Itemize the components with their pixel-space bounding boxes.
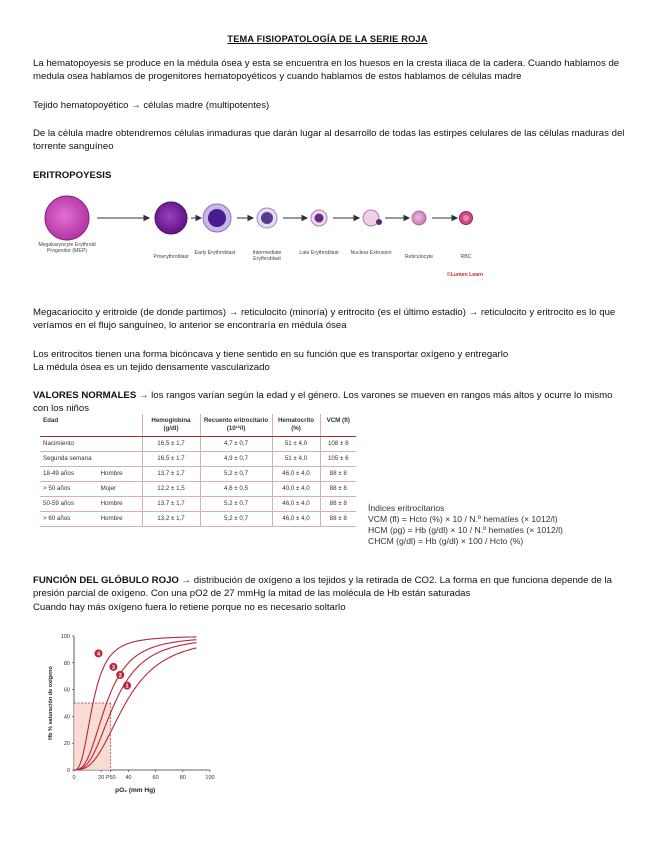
valores-table xyxy=(40,414,356,527)
cell-reticulocyte xyxy=(412,211,426,225)
cell-vcm: 105 ± 6 xyxy=(320,452,356,467)
cell-re: 5,2 ± 0,7 xyxy=(200,497,272,512)
series-label-4: 4 xyxy=(96,651,101,658)
col-header-hematocrito: Hematocrito (%) xyxy=(272,414,320,437)
x-tick-label: 0 xyxy=(72,775,76,781)
x-axis-label: pO₂ (mm Hg) xyxy=(115,787,156,794)
intro-paragraph-1: La hematopoyesis se produce en la médula ósea y esta se encuentra en los huesos en la cresta iliaca de la cadera. Cuando hablamos de medula osea hablamos de progenitores hematopoyéticos y cuando hablamos de estos hablamos de células madre xyxy=(33,58,620,82)
cell-re: 4,6 ± 0,5 xyxy=(200,482,272,497)
cell-sex: Hombre xyxy=(98,512,142,527)
cell-hb: 13,7 ± 1,7 xyxy=(142,497,200,512)
funcion-paragraph xyxy=(33,574,628,600)
table-row xyxy=(40,497,356,512)
cell-label-reticulocyte: Reticulocyte xyxy=(404,254,434,260)
x-tick-label: P50 xyxy=(105,775,116,781)
cell-hb: 13,7 ± 1,7 xyxy=(142,467,200,482)
col-header-recuento: Recuento eritrocitario (10¹²/l) xyxy=(200,414,272,437)
cell-proerythroblast xyxy=(155,202,187,234)
cell-hb: 16,5 ± 1,7 xyxy=(142,437,200,452)
y-tick-label: 60 xyxy=(63,687,70,694)
page-title: TEMA FISIOPATOLOGÍA DE LA SERIE ROJA xyxy=(227,34,428,44)
table-row xyxy=(40,467,356,482)
cell-age: Segunda semana xyxy=(40,452,142,467)
y-tick-label: 100 xyxy=(60,634,70,640)
cell-sex: Hombre xyxy=(98,467,142,482)
y-tick-label: 20 xyxy=(63,741,70,748)
cell-age: > 50 años xyxy=(40,482,98,497)
cell-re: 4,7 ± 0,7 xyxy=(200,437,272,452)
valores-text: → los rangos varían según la edad y el género. Los varones se mueven en rangos más altos y ocurre lo mismo con los niños xyxy=(33,390,613,414)
y-tick-label: 40 xyxy=(63,714,70,721)
cell-hto: 40,0 ± 4,0 xyxy=(272,482,320,497)
funcion-paragraph-2: Cuando hay más oxígeno fuera lo retiene porque no es necesario soltarlo xyxy=(33,602,346,613)
x-tick-label: 60 xyxy=(152,775,159,781)
chart-svg xyxy=(40,628,230,798)
intro-paragraph-2: Tejido hematopoyético → células madre (multipotentes) xyxy=(33,100,270,111)
table-row xyxy=(40,437,356,452)
cell-vcm: 88 ± 8 xyxy=(320,467,356,482)
cell-label-rbc: RBC xyxy=(460,254,472,260)
col-header-edad: Edad xyxy=(40,414,142,437)
cell-re: 4,9 ± 0,7 xyxy=(200,452,272,467)
indices-chcm: CHCM (g/dl) = Hb (g/dl) × 100 / Hcto (%) xyxy=(368,536,524,546)
cell-hto: 46,0 ± 4,0 xyxy=(272,497,320,512)
funcion-heading: FUNCIÓN DEL GLÓBULO ROJO xyxy=(33,575,179,586)
table-row xyxy=(40,512,356,527)
x-tick-label: 40 xyxy=(125,775,132,781)
cell-hto: 46,0 ± 4,0 xyxy=(272,467,320,482)
cell-vcm: 88 ± 8 xyxy=(320,497,356,512)
cell-age: Nacimiento xyxy=(40,437,142,452)
cell-label-mep: Megakaryocyte Erythroid Progenitor (MEP) xyxy=(38,242,96,255)
cell-sex: Hombre xyxy=(98,497,142,512)
x-tick-label: 20 xyxy=(98,775,105,781)
cell-hto: 46,0 ± 4,0 xyxy=(272,512,320,527)
cell-sex: Mujer xyxy=(98,482,142,497)
funcion-text: → distribución de oxígeno a los tejidos y la retirada de CO2. La forma en que funciona depende de la presión parcial de oxígeno. Con una pO2 de 27 mmHg la mitad de las molécula de Hb están saturadas xyxy=(33,575,612,599)
intro-paragraph-3: De la célula madre obtendremos células inmaduras que darán lugar al desarrollo de todas las estirpes celulares de las células maduras del torrente sanguíneo xyxy=(33,128,625,152)
cell-age: > 60 años xyxy=(40,512,98,527)
series-label-2: 2 xyxy=(118,672,122,679)
cell-label-proerythroblast: Proerythroblast xyxy=(153,254,189,260)
cell-hb: 16,5 ± 1,7 xyxy=(142,452,200,467)
cell-label-early: Early Erythroblast xyxy=(194,250,236,256)
x-tick-label: 100 xyxy=(205,775,215,781)
x-tick-label: 80 xyxy=(179,775,186,781)
cell-label-late: Late Erythroblast xyxy=(299,250,339,256)
cell-re: 5,2 ± 0,7 xyxy=(200,512,272,527)
cell-age: 18-49 años xyxy=(40,467,98,482)
y-tick-label: 0 xyxy=(66,768,70,774)
y-tick-label: 80 xyxy=(63,660,70,667)
cell-hb: 12,2 ± 1,5 xyxy=(142,482,200,497)
credit-logo: ©Lumen Learn xyxy=(446,272,484,278)
indices-hcm: HCM (pg) = Hb (g/dl) × 10 / N.º hematíes (× 1012/l) xyxy=(368,525,563,535)
eritropoyesis-paragraph-1: Megacariocito y eritroide (de donde partimos) → reticulocito (minoría) y eritrocito (es el último estadio) → reticulocito y eritrocito es lo que veríamos en el flujo sanguíneo, lo anterior se encontraría en médula ósea xyxy=(33,307,616,331)
cell-vcm: 108 ± 8 xyxy=(320,437,356,452)
table-row xyxy=(40,482,356,497)
valores-heading: VALORES NORMALES xyxy=(33,390,137,401)
series-label-3: 3 xyxy=(111,664,115,671)
col-header-vcm: VCM (fl) xyxy=(320,414,356,437)
eritropoyesis-paragraph-2: Los eritrocitos tienen una forma bicóncava y tiene sentido en su función que es transportar oxígeno y entregarlo xyxy=(33,349,509,360)
indices-vcm: VCM (fl) = Hcto (%) × 10 / N.º hematíes (× 1012/l) xyxy=(368,514,558,524)
cell-hto: 51 ± 4,0 xyxy=(272,437,320,452)
oxygen-dissociation-chart xyxy=(40,628,230,798)
valores-paragraph xyxy=(33,389,628,415)
cell-age: 50-59 años xyxy=(40,497,98,512)
p50-shade xyxy=(74,703,111,770)
cell-hto: 51 ± 4,0 xyxy=(272,452,320,467)
series-label-1: 1 xyxy=(125,683,129,690)
erythropoiesis-diagram xyxy=(33,192,493,282)
table-row xyxy=(40,452,356,467)
cell-mep xyxy=(45,196,89,240)
cell-vcm: 88 ± 8 xyxy=(320,482,356,497)
cell-re: 5,2 ± 0,7 xyxy=(200,467,272,482)
cell-label-intermediate: Intermediate Erythroblast xyxy=(252,250,282,263)
cell-label-nuclear-extrusion: Nuclear Extrusion xyxy=(350,250,392,256)
y-axis-label: Hb % saturación de oxígeno xyxy=(48,666,54,740)
indices-title: Índices eritrocitarios xyxy=(368,503,445,513)
eritropoyesis-heading: ERITROPOYESIS xyxy=(33,170,112,181)
cell-hb: 13,2 ± 1,7 xyxy=(142,512,200,527)
col-header-hemoglobina: Hemoglobina (g/dl) xyxy=(142,414,200,437)
eritropoyesis-paragraph-3: La médula ósea es un tejido densamente vascularizado xyxy=(33,362,270,373)
indices-eritrocitarios xyxy=(368,503,563,547)
cell-vcm: 88 ± 8 xyxy=(320,512,356,527)
